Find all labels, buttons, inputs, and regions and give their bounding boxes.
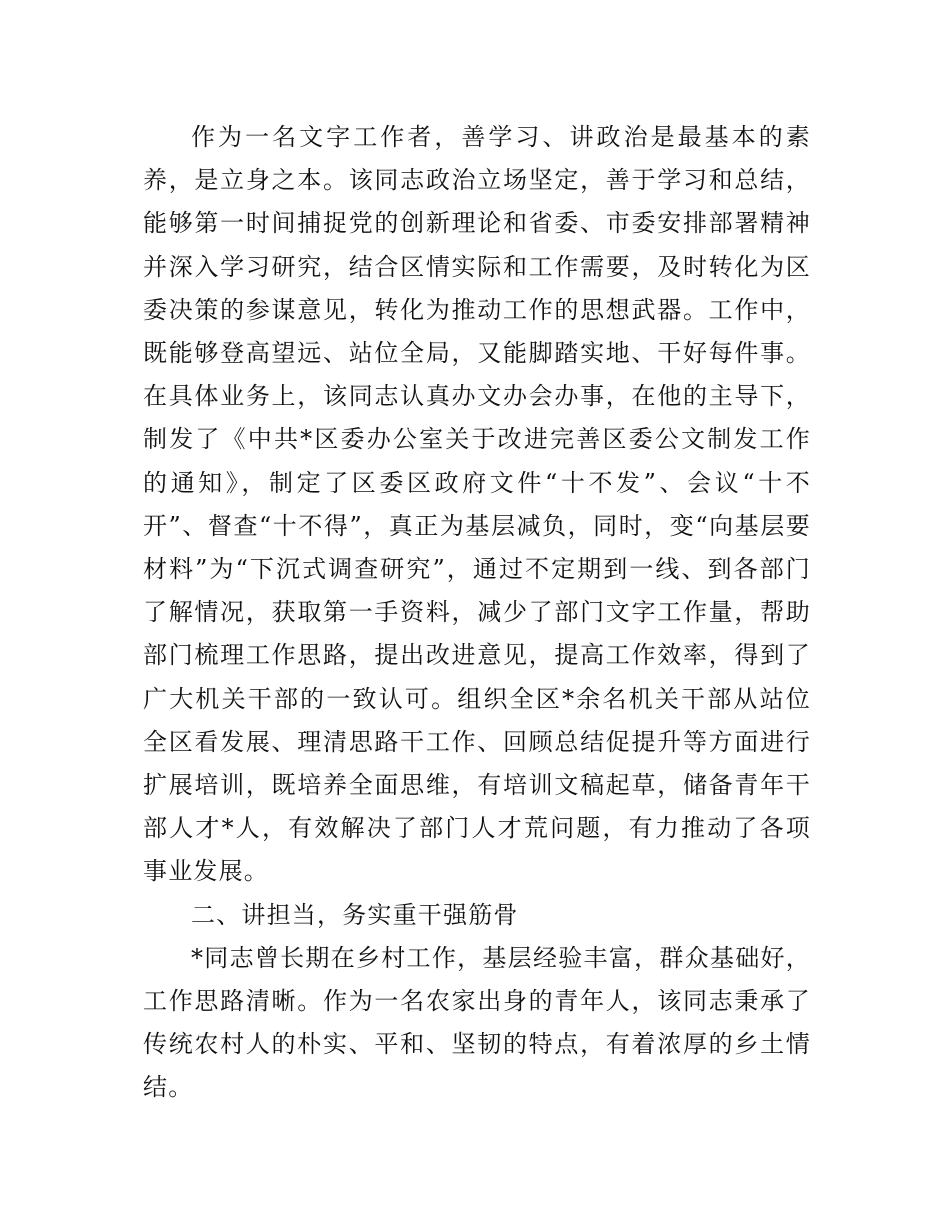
document-body	[143, 116, 811, 1110]
paragraph-study-politics: 作为一名文字工作者，善学习、讲政治是最基本的素养，是立身之本。该同志政治立场坚定，善于学习和总结，能够第一时间捕捉党的创新理论和省委、市委安排部署精神并深入学习研究，结合区情实际和工作需要，及时转化为区委决策的参谋意见，转化为推动工作的思想武器。工作中，既能够登高望远、站位全局，又能脚踏实地、干好每件事。在具体业务上，该同志认真办文办会办事，在他的主导下，制发了《中共*区委办公室关于改进完善区委公文制发工作的通知》，制定了区委区政府文件“十不发”、会议“十不开”、督查“十不得”，真正为基层减负，同时，变“向基层要材料”为“下沉式调查研究”，通过不定期到一线、到各部门了解情况，获取第一手资料，减少了部门文字工作量，帮助部门梳理工作思路，提出改进意见，提高工作效率，得到了广大机关干部的一致认可。组织全区*余名机关干部从站位全区看发展、理清思路干工作、回顾总结促提升等方面进行扩展培训，既培养全面思维，有培训文稿起草，储备青年干部人才*人，有效解决了部门人才荒问题，有力推动了各项事业发展。	[143, 123, 811, 886]
paragraph-rural-experience: *同志曾长期在乡村工作，基层经验丰富，群众基础好，工作思路清晰。作为一名农家出身的青年人，该同志秉承了传统农村人的朴实、平和、坚韧的特点，有着浓厚的乡土情结。	[143, 943, 811, 1102]
section-heading-responsibility: 二、讲担当，务实重干强筋骨	[191, 900, 519, 929]
